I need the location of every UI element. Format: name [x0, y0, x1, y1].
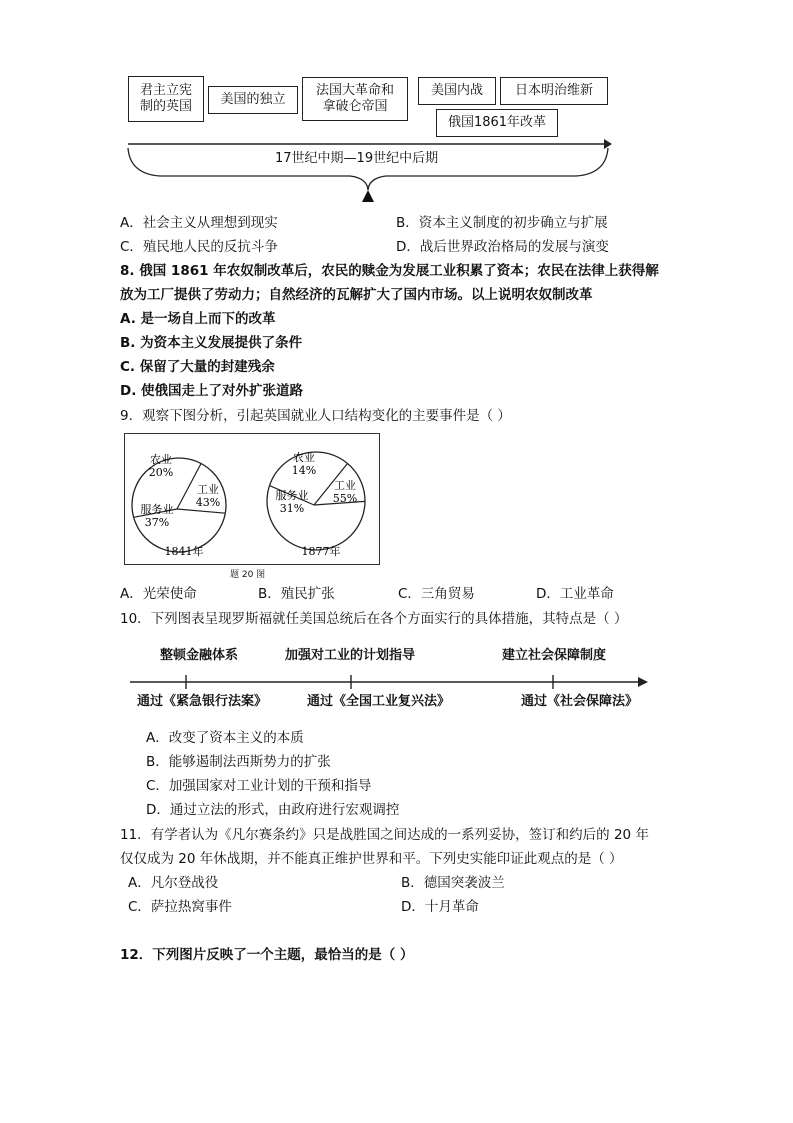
pie-slice-value-2: 43% [195, 496, 221, 509]
q10-top-label-social: 建立社会保障制度 [502, 648, 607, 663]
pie-slice-value-2: 55% [332, 492, 358, 505]
pie-slice-value-3: 37% [144, 516, 170, 529]
q9-option-b[interactable]: B．殖民扩张 [258, 586, 335, 602]
pie-charts-figure [124, 433, 380, 565]
q9-option-d[interactable]: D．工业革命 [536, 586, 614, 602]
timeline-box-french-revolution: 法国大革命和 拿破仑帝国 [302, 77, 408, 121]
pie-slice-label-3: 服务业 [275, 489, 309, 502]
timeline-period-label: 17世纪中期—19世纪中后期 [275, 151, 439, 166]
timeline-box-meiji: 日本明治维新 [500, 77, 608, 105]
q11-stem-line1: 11．有学者认为《凡尔赛条约》只是战胜国之间达成的一系列妥协，签订和约后的 20 年 [120, 827, 649, 843]
q10-bottom-label-bank: 通过《紧急银行法案》 [137, 694, 268, 709]
timeline-box-us-independence: 美国的独立 [208, 86, 298, 114]
timeline-arrow [120, 134, 620, 206]
q10-top-label-finance: 整顿金融体系 [160, 648, 239, 663]
q10-timeline-arrow [130, 672, 650, 692]
q7-option-a[interactable]: A．社会主义从理想到现实 [120, 215, 278, 231]
q8-option-d[interactable]: D. 使俄国走上了对外扩张道路 [120, 383, 304, 399]
q7-option-b[interactable]: B．资本主义制度的初步确立与扩展 [396, 215, 608, 231]
q7-option-d[interactable]: D．战后世界政治格局的发展与演变 [396, 239, 609, 255]
q10-bottom-label-recovery: 通过《全国工业复兴法》 [307, 694, 451, 709]
figure-caption: 题 20 图 [230, 570, 266, 580]
q8-option-c[interactable]: C. 保留了大量的封建残余 [120, 359, 275, 375]
q8-stem-line2: 放为工厂提供了劳动力；自然经济的瓦解扩大了国内市场。以上说明农奴制改革 [120, 287, 593, 303]
q11-option-d[interactable]: D．十月革命 [401, 899, 479, 915]
q10-top-label-industry: 加强对工业的计划指导 [285, 648, 416, 663]
q10-option-a[interactable]: A．改变了资本主义的本质 [146, 730, 304, 746]
pie-slice-label-1: 农业 [293, 451, 315, 464]
q11-option-a[interactable]: A．凡尔登战役 [128, 875, 219, 891]
q11-stem-line2: 仅仅成为 20 年休战期，并不能真正维护世界和平。下列史实能印证此观点的是（ ） [120, 851, 623, 867]
pie-slice-label-2: 工业 [334, 479, 356, 492]
timeline-box-russia-reform: 俄国1861年改革 [436, 109, 558, 137]
q12-stem: 12．下列图片反映了一个主题，最恰当的是（ ） [120, 947, 414, 963]
q9-stem: 9．观察下图分析，引起英国就业人口结构变化的主要事件是（ ） [120, 408, 511, 424]
q8-stem-line1: 8. 俄国 1861 年农奴制改革后，农民的赎金为发展工业积累了资本；农民在法律上获得解 [120, 263, 659, 279]
q8-option-a[interactable]: A. 是一场自上而下的改革 [120, 311, 276, 327]
pie-slice-value-3: 31% [279, 502, 305, 515]
q7-option-c[interactable]: C．殖民地人民的反抗斗争 [120, 239, 278, 255]
q10-stem: 10．下列图表呈现罗斯福就任美国总统后在各个方面实行的具体措施，其特点是（ ） [120, 611, 628, 627]
q10-option-b[interactable]: B．能够遏制法西斯势力的扩张 [146, 754, 331, 770]
pie-year-title: 1841年 [164, 545, 204, 558]
q10-option-c[interactable]: C．加强国家对工业计划的干预和指导 [146, 778, 372, 794]
q11-option-b[interactable]: B．德国突袭波兰 [401, 875, 505, 891]
q9-option-c[interactable]: C．三角贸易 [398, 586, 475, 602]
pie-year-title: 1877年 [301, 545, 341, 558]
q10-option-d[interactable]: D．通过立法的形式，由政府进行宏观调控 [146, 802, 400, 818]
q9-option-a[interactable]: A．光荣使命 [120, 586, 197, 602]
q10-bottom-label-social-act: 通过《社会保障法》 [521, 694, 639, 709]
timeline-box-us-civil-war: 美国内战 [418, 77, 496, 105]
pie-slice-label-1: 农业 [150, 453, 172, 466]
pie-slice-value-1: 20% [148, 466, 174, 479]
pie-slice-label-2: 工业 [197, 483, 219, 496]
q11-option-c[interactable]: C．萨拉热窝事件 [128, 899, 232, 915]
pie-slice-value-1: 14% [291, 464, 317, 477]
q8-option-b[interactable]: B. 为资本主义发展提供了条件 [120, 335, 303, 351]
timeline-box-england: 君主立宪 制的英国 [128, 76, 204, 122]
pie-slice-label-3: 服务业 [140, 503, 174, 516]
